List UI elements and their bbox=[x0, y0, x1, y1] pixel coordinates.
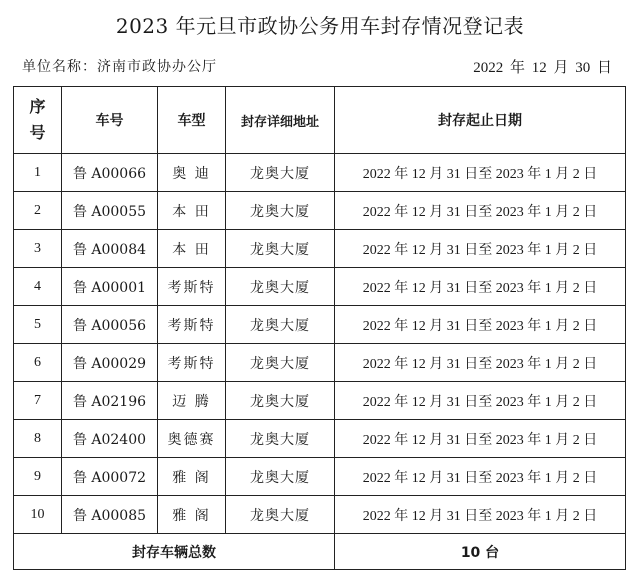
header-plate: 车号 bbox=[62, 87, 158, 154]
header-seq-line-1: 序 bbox=[29, 97, 46, 116]
table-row bbox=[14, 268, 626, 306]
header-model: 车型 bbox=[158, 87, 226, 154]
cell-plate: 鲁 A02196 bbox=[62, 382, 158, 420]
table-row bbox=[14, 496, 626, 534]
table-footer-row bbox=[14, 534, 626, 570]
table-row bbox=[14, 458, 626, 496]
cell-seq: 8 bbox=[14, 420, 62, 458]
cell-period: 2022 年 12 月 31 日至 2023 年 1 月 2 日 bbox=[335, 154, 626, 192]
cell-model: 雅 阁 bbox=[158, 496, 226, 534]
cell-plate: 鲁 A02400 bbox=[62, 420, 158, 458]
cell-seq: 1 bbox=[14, 154, 62, 192]
header-address: 封存详细地址 bbox=[226, 87, 335, 154]
cell-seq: 2 bbox=[14, 192, 62, 230]
vehicle-registration-table bbox=[13, 86, 626, 570]
cell-period: 2022 年 12 月 31 日至 2023 年 1 月 2 日 bbox=[335, 496, 626, 534]
cell-address: 龙奥大厦 bbox=[226, 496, 335, 534]
cell-address: 龙奥大厦 bbox=[226, 382, 335, 420]
cell-plate: 鲁 A00084 bbox=[62, 230, 158, 268]
cell-address: 龙奥大厦 bbox=[226, 192, 335, 230]
table-header-row bbox=[14, 87, 626, 154]
cell-address: 龙奥大厦 bbox=[226, 268, 335, 306]
cell-seq: 5 bbox=[14, 306, 62, 344]
table-row bbox=[14, 306, 626, 344]
cell-period: 2022 年 12 月 31 日至 2023 年 1 月 2 日 bbox=[335, 306, 626, 344]
cell-period: 2022 年 12 月 31 日至 2023 年 1 月 2 日 bbox=[335, 344, 626, 382]
header-period: 封存起止日期 bbox=[335, 87, 626, 154]
cell-plate: 鲁 A00066 bbox=[62, 154, 158, 192]
cell-address: 龙奥大厦 bbox=[226, 420, 335, 458]
table-row bbox=[14, 344, 626, 382]
header-seq-line-2: 号 bbox=[29, 123, 46, 142]
table-row bbox=[14, 154, 626, 192]
cell-plate: 鲁 A00055 bbox=[62, 192, 158, 230]
cell-period: 2022 年 12 月 31 日至 2023 年 1 月 2 日 bbox=[335, 192, 626, 230]
cell-model: 奥 迪 bbox=[158, 154, 226, 192]
cell-plate: 鲁 A00001 bbox=[62, 268, 158, 306]
cell-period: 2022 年 12 月 31 日至 2023 年 1 月 2 日 bbox=[335, 420, 626, 458]
cell-period: 2022 年 12 月 31 日至 2023 年 1 月 2 日 bbox=[335, 382, 626, 420]
cell-model: 考斯特 bbox=[158, 306, 226, 344]
cell-address: 龙奥大厦 bbox=[226, 154, 335, 192]
cell-period: 2022 年 12 月 31 日至 2023 年 1 月 2 日 bbox=[335, 458, 626, 496]
cell-plate: 鲁 A00085 bbox=[62, 496, 158, 534]
cell-model: 奥德赛 bbox=[158, 420, 226, 458]
cell-plate: 鲁 A00072 bbox=[62, 458, 158, 496]
table-row bbox=[14, 192, 626, 230]
cell-model: 本 田 bbox=[158, 192, 226, 230]
cell-seq: 3 bbox=[14, 230, 62, 268]
unit-info-line bbox=[22, 56, 612, 76]
header-seq bbox=[14, 87, 62, 154]
cell-plate: 鲁 A00056 bbox=[62, 306, 158, 344]
cell-period: 2022 年 12 月 31 日至 2023 年 1 月 2 日 bbox=[335, 268, 626, 306]
cell-model: 雅 阁 bbox=[158, 458, 226, 496]
cell-seq: 4 bbox=[14, 268, 62, 306]
total-value: 10 台 bbox=[335, 534, 626, 570]
document-title: 2023 年元旦市政协公务用车封存情况登记表 bbox=[115, 14, 525, 38]
document-date: 2022 年 12 月 30 日 bbox=[473, 60, 612, 76]
cell-address: 龙奥大厦 bbox=[226, 306, 335, 344]
table-row bbox=[14, 230, 626, 268]
cell-seq: 10 bbox=[14, 496, 62, 534]
cell-model: 考斯特 bbox=[158, 268, 226, 306]
unit-name: 单位名称：济南市政协办公厅 bbox=[22, 59, 217, 75]
total-label: 封存车辆总数 bbox=[14, 534, 335, 570]
cell-seq: 6 bbox=[14, 344, 62, 382]
cell-model: 迈 腾 bbox=[158, 382, 226, 420]
cell-model: 本 田 bbox=[158, 230, 226, 268]
table-row bbox=[14, 382, 626, 420]
cell-address: 龙奥大厦 bbox=[226, 230, 335, 268]
cell-period: 2022 年 12 月 31 日至 2023 年 1 月 2 日 bbox=[335, 230, 626, 268]
cell-seq: 9 bbox=[14, 458, 62, 496]
cell-address: 龙奥大厦 bbox=[226, 458, 335, 496]
cell-address: 龙奥大厦 bbox=[226, 344, 335, 382]
table-row bbox=[14, 420, 626, 458]
cell-seq: 7 bbox=[14, 382, 62, 420]
cell-model: 考斯特 bbox=[158, 344, 226, 382]
cell-plate: 鲁 A00029 bbox=[62, 344, 158, 382]
